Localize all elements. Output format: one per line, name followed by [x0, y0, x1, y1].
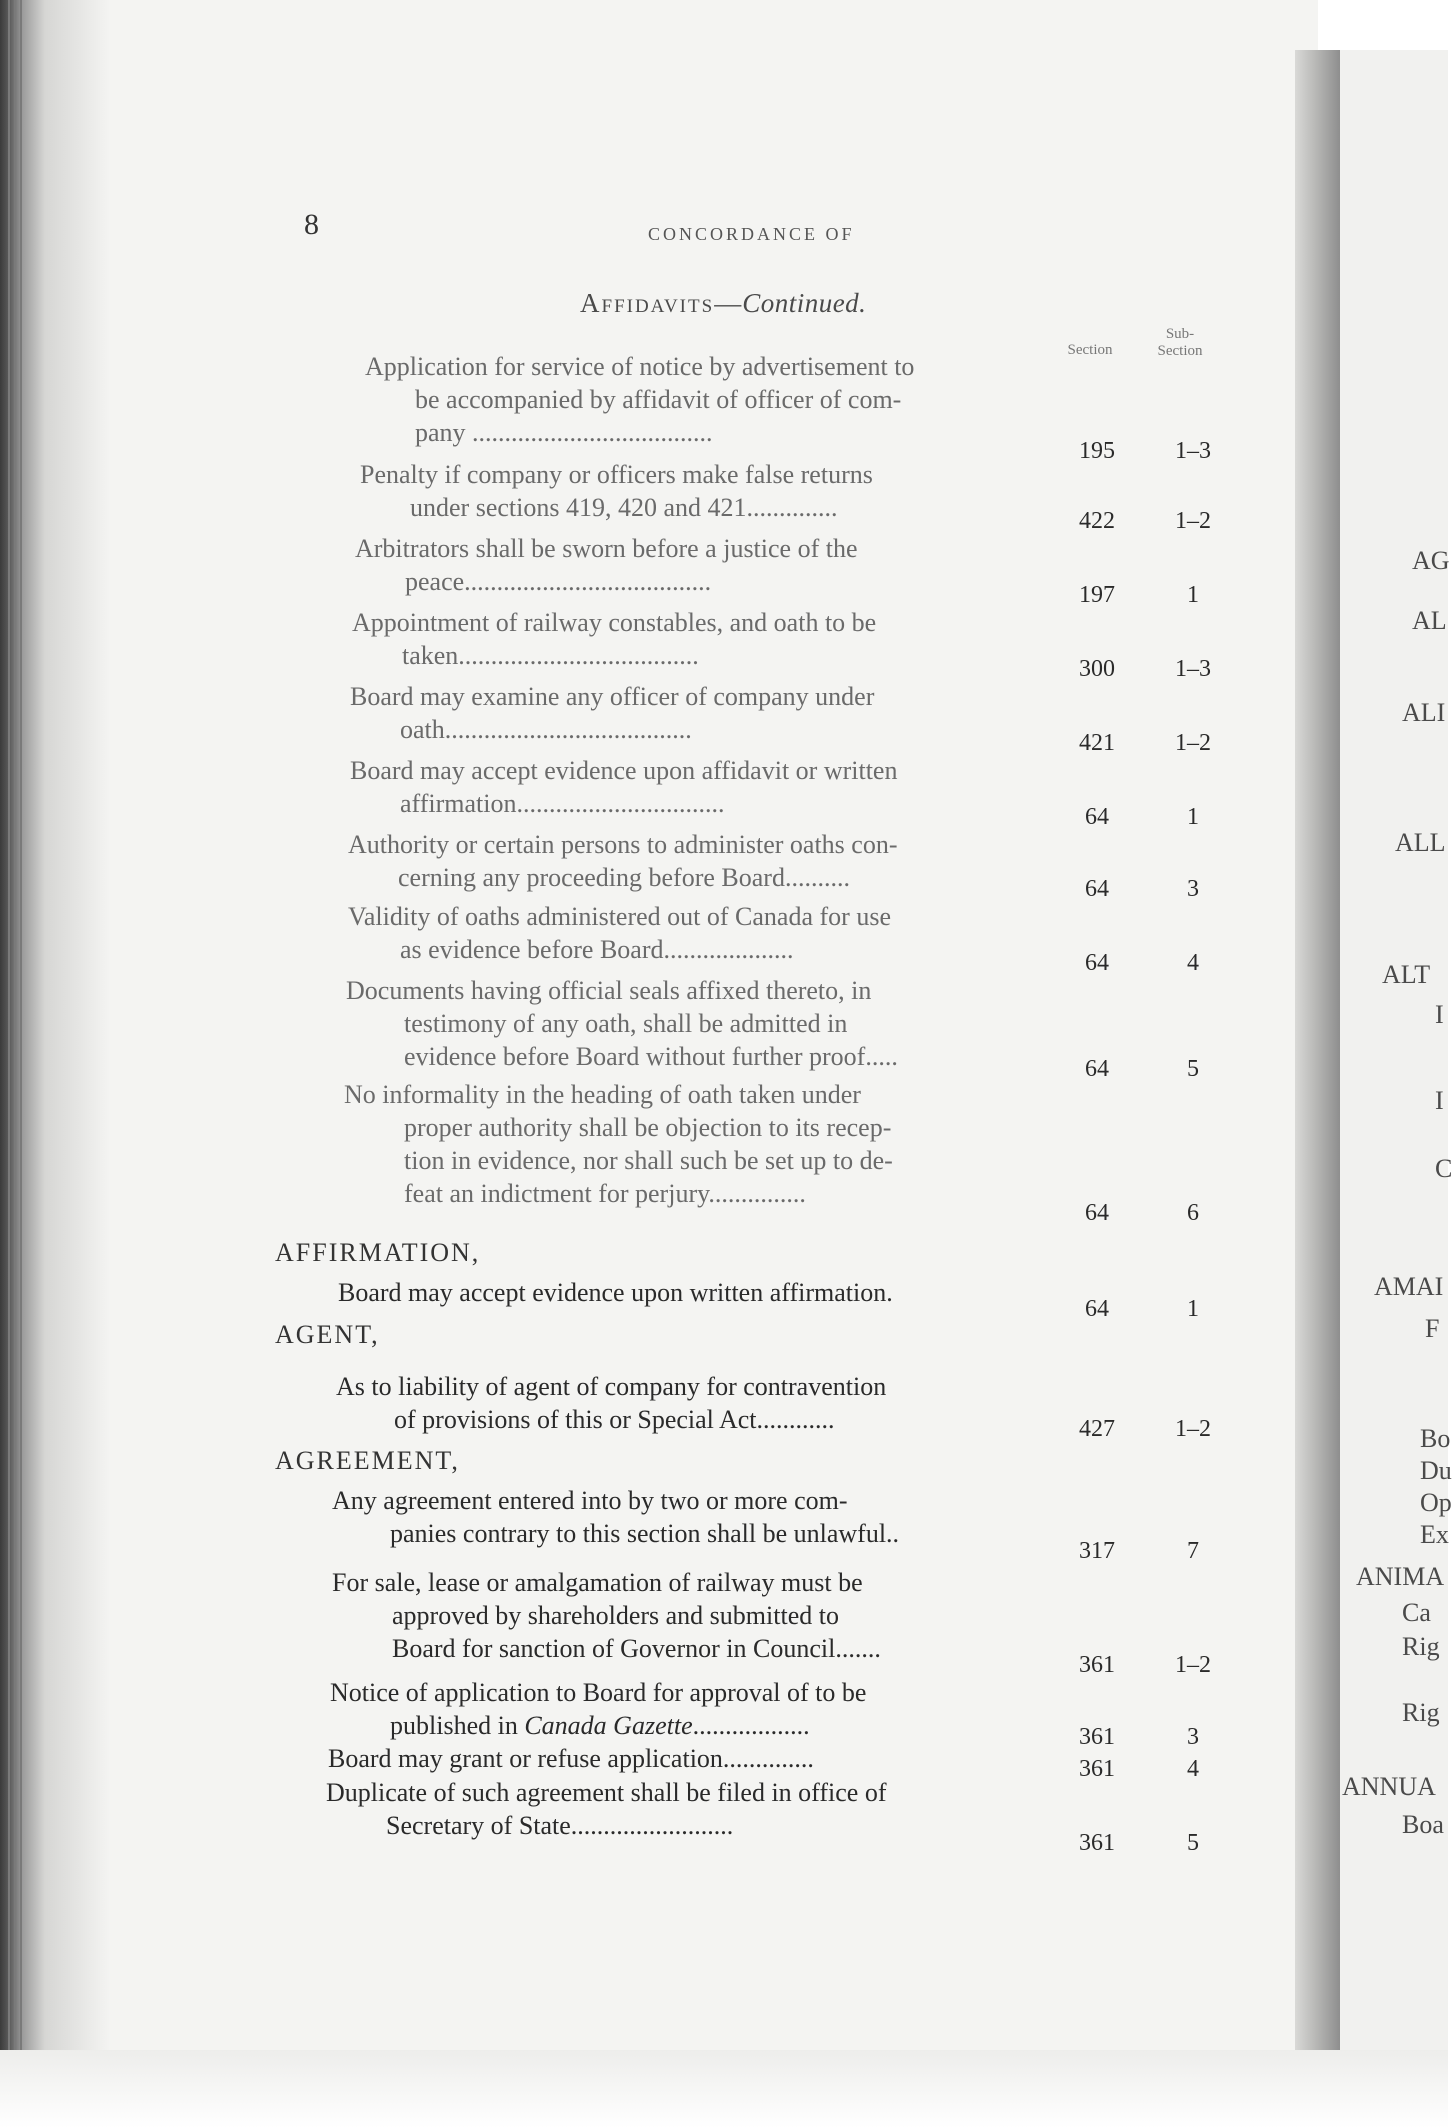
affidavit-entry: [348, 828, 1050, 894]
agreement-entry: [326, 1776, 1050, 1842]
facing-fragment: Bo: [1420, 1424, 1451, 1453]
facing-page-edge: [1340, 50, 1452, 2070]
facing-fragment: Ex: [1420, 1520, 1449, 1549]
affidavit-entry-line: Board may accept evidence upon affidavit or written: [350, 756, 898, 785]
affidavit-entry-line: tion in evidence, nor shall such be set up to de-: [404, 1146, 893, 1175]
facing-fragment: C: [1435, 1154, 1452, 1183]
affidavit-entry: [348, 900, 1050, 966]
column-header-section: Section: [1067, 342, 1113, 358]
book-gutter: [1295, 50, 1340, 2070]
affidavit-entry-section-number: 421: [1079, 730, 1115, 756]
affidavit-entry-sub-section-number: 5: [1187, 1056, 1199, 1082]
affidavit-entry-section-number: 195: [1079, 438, 1115, 464]
affidavit-entry-sub-section-number: 1–3: [1175, 438, 1211, 464]
facing-fragment: ANNUA: [1342, 1772, 1436, 1801]
affidavit-entry-section-number: 64: [1085, 804, 1109, 830]
affidavit-entry-line: evidence before Board without further proof.....: [404, 1042, 898, 1071]
affidavit-entry-line: Appointment of railway constables, and oath to be: [352, 608, 877, 637]
facing-fragment: I: [1435, 1000, 1444, 1029]
affidavit-entry-line: Penalty if company or officers make false returns: [360, 460, 873, 489]
affidavit-entry: [355, 532, 1050, 598]
agreement-entry-sub-section-number: 5: [1187, 1830, 1199, 1856]
affidavit-entry: [350, 680, 1050, 746]
affidavit-entry: [352, 606, 1050, 672]
affidavit-entry-sub-section-number: 4: [1187, 950, 1199, 976]
agreement-entry-line: Any agreement entered into by two or more com-: [332, 1486, 848, 1515]
facing-fragment: AMAI: [1374, 1272, 1444, 1301]
facing-fragment: I: [1435, 1086, 1444, 1115]
facing-fragment: F: [1425, 1314, 1440, 1343]
affidavit-entry-line: pany .....................................: [415, 418, 713, 447]
affidavit-entry-line: testimony of any oath, shall be admitted in: [404, 1009, 848, 1038]
affidavit-entry-section-number: 64: [1085, 1200, 1109, 1226]
agent-entry-line: As to liability of agent of company for contravention: [336, 1372, 887, 1401]
facing-fragment: Ca: [1402, 1598, 1431, 1627]
affidavit-entry-line: peace......................................: [405, 567, 712, 596]
agreement-entry: [332, 1566, 1050, 1665]
facing-fragment: Boa: [1402, 1810, 1444, 1839]
agreement-entry-text: published in: [390, 1711, 525, 1740]
running-head: CONCORDANCE OF: [648, 224, 855, 244]
agreement-entry-sub-section-number: 7: [1187, 1538, 1199, 1564]
agreement-entry-line: For sale, lease or amalgamation of railway must be: [332, 1568, 863, 1597]
agreement-entry-line: Board may grant or refuse application..............: [328, 1744, 814, 1773]
affidavit-entry: [344, 1078, 1050, 1210]
agreement-entry-line: [330, 1709, 1050, 1742]
affidavit-entry-sub-section-number: 3: [1187, 876, 1199, 902]
affidavit-entry: [365, 350, 1050, 449]
affidavit-entry-line: No informality in the heading of oath taken under: [344, 1080, 861, 1109]
agreement-entry-line: Secretary of State.........................: [386, 1811, 734, 1840]
affidavit-entry-line: Documents having official seals affixed thereto, in: [346, 976, 872, 1005]
agreement-entry: [328, 1742, 1050, 1775]
affidavit-entry-line: proper authority shall be objection to its recep-: [404, 1113, 892, 1142]
affidavit-entry-line: Board may examine any officer of company under: [350, 682, 875, 711]
agreement-entry-line: Notice of application to Board for approval of to be: [330, 1678, 867, 1707]
heading-agent: AGENT,: [275, 1320, 380, 1349]
agreement-entry-line: Board for sanction of Governor in Council.......: [392, 1634, 881, 1663]
affidavit-entry-line: under sections 419, 420 and 421..............: [410, 493, 838, 522]
facing-fragment: Du: [1420, 1456, 1452, 1485]
affidavit-entry-section-number: 300: [1079, 656, 1115, 682]
section-title: [580, 288, 866, 319]
affidavit-entry-line: be accompanied by affidavit of officer of com-: [415, 385, 902, 414]
agreement-entry-sub-section-number: 3: [1187, 1724, 1199, 1750]
facing-fragment: Op: [1420, 1488, 1452, 1517]
affidavit-entry: [346, 974, 1050, 1073]
agreement-entry-line: Duplicate of such agreement shall be filed in office of: [326, 1778, 887, 1807]
heading-affirmation: AFFIRMATION,: [275, 1238, 481, 1267]
affidavit-entry-section-number: 64: [1085, 950, 1109, 976]
page-number: 8: [304, 208, 319, 241]
affidavit-entry-sub-section-number: 1–3: [1175, 656, 1211, 682]
affidavit-entry-section-number: 64: [1085, 1056, 1109, 1082]
affidavit-entry-sub-section-number: 1: [1187, 804, 1199, 830]
agreement-entry-line: approved by shareholders and submitted to: [392, 1601, 839, 1630]
affidavit-entry: [360, 458, 1050, 524]
affidavit-entry-line: taken.....................................: [402, 641, 699, 670]
facing-fragment: ALT: [1382, 960, 1431, 989]
affidavit-entry-line: Application for service of notice by advertisement to: [365, 352, 915, 381]
section-title-continued: Continued.: [742, 288, 867, 318]
affidavit-entry-line: Authority or certain persons to administer oaths con-: [348, 830, 898, 859]
agreement-entry-section-number: 361: [1079, 1830, 1115, 1856]
agreement-entry: [330, 1676, 1050, 1742]
page-edge: [0, 0, 110, 2070]
facing-fragment: ANIMA: [1356, 1562, 1445, 1591]
facing-fragment: ALI: [1402, 698, 1446, 727]
gazette-title: Canada Gazette: [524, 1711, 693, 1740]
agreement-entry: [332, 1484, 1050, 1550]
affidavit-entry-section-number: 422: [1079, 508, 1115, 534]
agent-entry-sub-section-number: 1–2: [1175, 1416, 1211, 1442]
section-title-main: Affidavits: [580, 288, 715, 318]
affidavit-entry-sub-section-number: 1: [1187, 582, 1199, 608]
agreement-entry-section-number: 361: [1079, 1652, 1115, 1678]
heading-agreement: AGREEMENT,: [275, 1446, 460, 1475]
agreement-entry-section-number: 317: [1079, 1538, 1115, 1564]
affirmation-entry-line: Board may accept evidence upon written affirmation.: [338, 1278, 893, 1307]
agreement-entry-sub-section-number: 4: [1187, 1756, 1199, 1782]
affidavit-entry-section-number: 197: [1079, 582, 1115, 608]
affidavit-entry-line: oath......................................: [400, 715, 692, 744]
agreement-entry-section-number: 361: [1079, 1724, 1115, 1750]
agent-entry: [336, 1370, 1050, 1436]
agreement-entry-line: panies contrary to this section shall be unlawful..: [390, 1519, 900, 1548]
affidavit-entry-sub-section-number: 1–2: [1175, 730, 1211, 756]
page-bottom: [0, 2050, 1448, 2128]
affidavit-entry: [350, 754, 1050, 820]
affirmation-entry-sub-section-number: 1: [1187, 1296, 1199, 1322]
section-title-sep: —: [714, 288, 743, 318]
affidavit-entry-line: as evidence before Board....................: [400, 935, 794, 964]
affidavit-entry-line: feat an indictment for perjury...............: [404, 1179, 806, 1208]
affidavit-entry-sub-section-number: 1–2: [1175, 508, 1211, 534]
agent-entry-line: of provisions of this or Special Act............: [394, 1405, 835, 1434]
column-header-sub-section: Sub- Section: [1157, 326, 1203, 359]
facing-fragment: AG: [1412, 546, 1450, 575]
affidavit-entry-section-number: 64: [1085, 876, 1109, 902]
affidavit-entry-sub-section-number: 6: [1187, 1200, 1199, 1226]
facing-fragment: Rig: [1402, 1698, 1440, 1727]
affidavit-entry-line: affirmation................................: [400, 789, 725, 818]
facing-fragment: AL: [1412, 606, 1447, 635]
affirmation-entry: [338, 1276, 1050, 1309]
agreement-entry-leader: ..................: [692, 1711, 810, 1740]
affidavit-entry-line: cerning any proceeding before Board..........: [398, 863, 850, 892]
agreement-entry-sub-section-number: 1–2: [1175, 1652, 1211, 1678]
agreement-entry-section-number: 361: [1079, 1756, 1115, 1782]
affidavit-entry-line: Arbitrators shall be sworn before a justice of the: [355, 534, 858, 563]
affirmation-entry-section-number: 64: [1085, 1296, 1109, 1322]
affidavit-entry-line: Validity of oaths administered out of Canada for use: [348, 902, 891, 931]
facing-fragment: Rig: [1402, 1632, 1440, 1661]
agent-entry-section-number: 427: [1079, 1416, 1115, 1442]
facing-fragment: ALL: [1395, 828, 1446, 857]
